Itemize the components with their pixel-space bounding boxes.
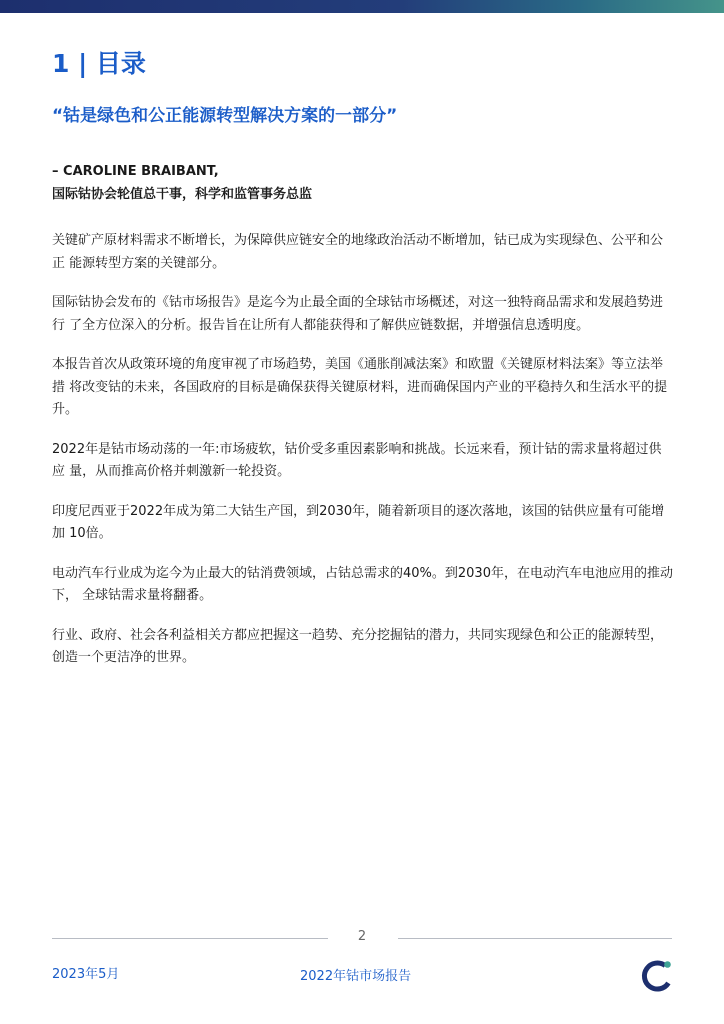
paragraph: 2022年是钴市场动荡的一年:市场疲软，钴价受多重因素影响和挑战。长远来看，预计钴的需求量将超过供应 量，从而推高价格并刺激新一轮投资。 [52, 441, 662, 479]
header-band [0, 0, 724, 13]
cobalt-institute-logo-icon [638, 958, 674, 994]
footer-report-title: 2022年钴市场报告 [300, 969, 412, 984]
section-title: 1 | 目录 [52, 49, 146, 78]
footer-divider-right [398, 938, 672, 939]
quote-author-role: 国际钴协会轮值总干事，科学和监管事务总监 [52, 187, 313, 202]
body-text [52, 230, 674, 687]
page-number: 2 [357, 929, 367, 944]
quote-text: “钴是绿色和公正能源转型解决方案的一部分” [52, 106, 398, 126]
paragraph: 国际钴协会发布的《钴市场报告》是迄今为止最全面的全球钴市场概述，对这一独特商品需求和发展趋势进行 了全方位深入的分析。报告旨在让所有人都能获得和了解供应链数据，并增强信息透明度。 [52, 295, 664, 333]
paragraph: 本报告首次从政策环境的角度审视了市场趋势，美国《通胀削减法案》和欧盟《关键原材料法案》等立法举措 将改变钴的未来，各国政府的目标是确保获得关键原材料，进而确保国内产业的平稳持久和生活水平的提升。 [52, 357, 668, 417]
footer-divider-left [52, 938, 328, 939]
paragraph: 关键矿产原材料需求不断增长，为保障供应链安全的地缘政治活动不断增加，钴已成为实现绿色、公平和公正 能源转型方案的关键部分。 [52, 233, 664, 271]
quote-author: – CAROLINE BRAIBANT, [52, 164, 219, 179]
paragraph: 行业、政府、社会各利益相关方都应把握这一趋势、充分挖掘钴的潜力，共同实现绿色和公正的能源转型，创造一个更洁净的世界。 [52, 627, 664, 665]
footer-date: 2023年5月 [52, 967, 120, 982]
paragraph: 印度尼西亚于2022年成为第二大钴生产国，到2030年，随着新项目的逐次落地，该国的钴供应量有可能增加 10倍。 [52, 503, 665, 541]
paragraph: 电动汽车行业成为迄今为止最大的钴消费领域，占钴总需求的40%。到2030年，在电动汽车电池应用的推动下， 全球钴需求量将翻番。 [52, 565, 673, 603]
